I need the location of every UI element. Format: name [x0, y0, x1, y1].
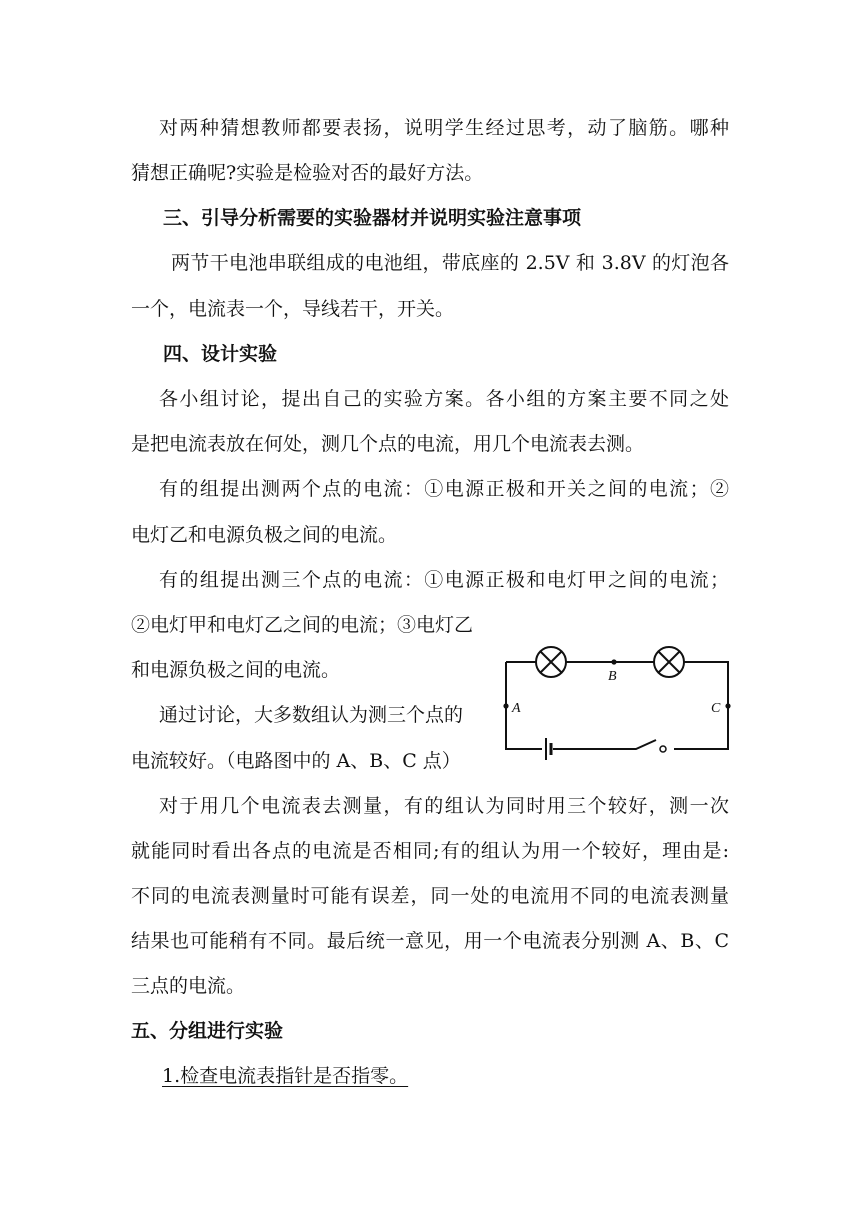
paragraph-line: 电流较好。（电路图中的 A、B、C 点）	[131, 750, 461, 772]
paragraph-line: 通过讨论，大多数组认为测三个点的	[159, 704, 464, 726]
point-a-label: A	[512, 701, 521, 716]
paragraph-line: 两节干电池串联组成的电池组，带底座的 2.5V 和 3.8V 的灯泡各	[171, 252, 729, 274]
paragraph-line: 猜想正确呢?实验是检验对否的最好方法。	[131, 162, 484, 184]
point-b-label: B	[608, 669, 617, 684]
paragraph-line: 就能同时看出各点的电流是否相同;有的组认为用一个较好，理由是:	[131, 840, 729, 862]
step-item: 1.检查电流表指针是否指零。	[162, 1065, 409, 1087]
paragraph-line: 各小组讨论，提出自己的实验方案。各小组的方案主要不同之处	[159, 388, 729, 410]
paragraph-line: 结果也可能稍有不同。最后统一意见，用一个电流表分别测 A、B、C	[131, 930, 729, 952]
paragraph-line: 对于用几个电流表去测量，有的组认为同时用三个较好，测一次	[159, 795, 729, 817]
point-a-dot	[503, 703, 508, 708]
paragraph-line: 一个，电流表一个，导线若干，开关。	[131, 298, 455, 320]
point-b-dot	[611, 659, 616, 664]
circuit-diagram	[498, 640, 738, 760]
circuit-wire	[553, 740, 656, 749]
paragraph-line: 不同的电流表测量时可能有误差，同一处的电流用不同的电流表测量	[131, 885, 729, 907]
section-heading-4: 四、设计实验	[163, 343, 278, 365]
paragraph-line: 有的组提出测两个点的电流：①电源正极和开关之间的电流；②	[159, 478, 729, 500]
paragraph-line: 三点的电流。	[131, 975, 246, 997]
paragraph-line: 电灯乙和电源负极之间的电流。	[131, 524, 398, 546]
section-heading-5: 五、分组进行实验	[131, 1020, 284, 1042]
paragraph-line: 和电源负极之间的电流。	[131, 659, 341, 681]
point-c-dot	[725, 703, 730, 708]
paragraph-line: 对两种猜想教师都要表扬，说明学生经过思考，动了脑筋。哪种	[159, 117, 729, 139]
paragraph-line: 有的组提出测三个点的电流：①电源正极和电灯甲之间的电流；	[159, 569, 729, 591]
section-heading-3: 三、引导分析需要的实验器材并说明实验注意事项	[163, 207, 582, 229]
paragraph-line: 是把电流表放在何处，测几个点的电流，用几个电流表去测。	[131, 433, 645, 455]
switch-contact-icon	[660, 746, 666, 752]
paragraph-line: ②电灯甲和电灯乙之间的电流；③电灯乙	[131, 614, 474, 636]
point-c-label: C	[711, 701, 721, 716]
